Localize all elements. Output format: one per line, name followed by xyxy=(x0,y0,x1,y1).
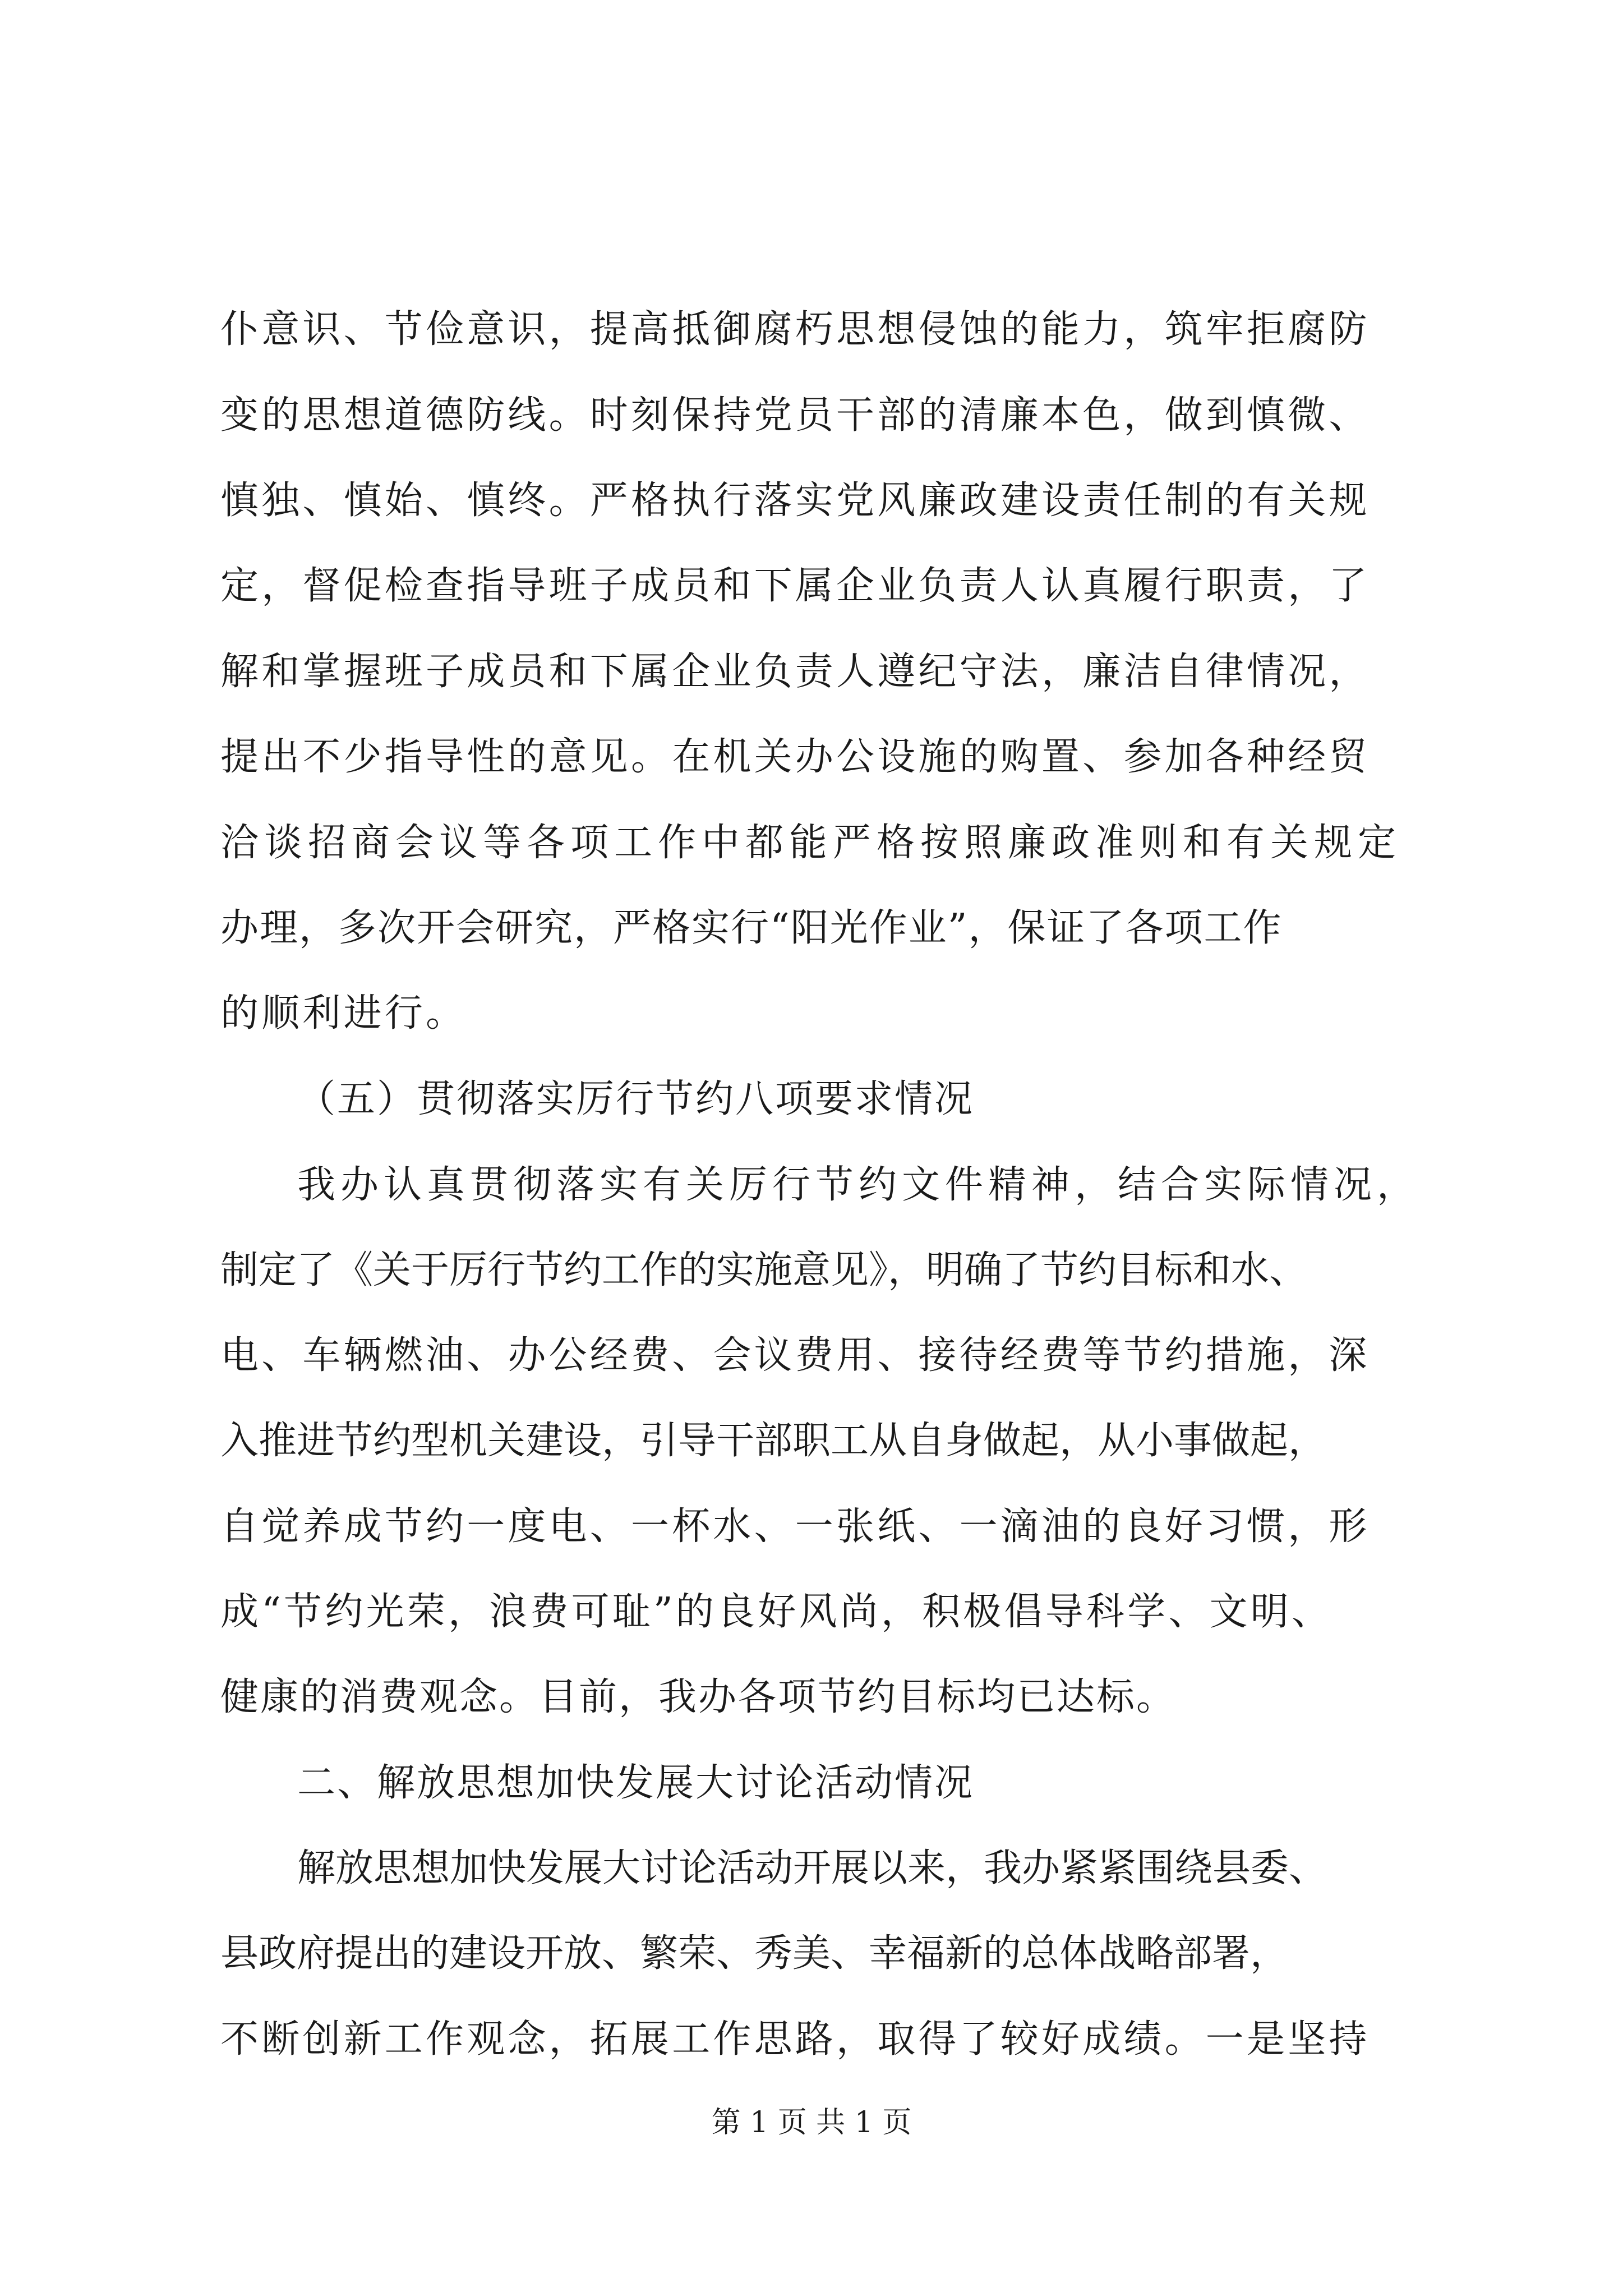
body-line: 提出不少指导性的意见。在机关办公设施的购置、参加各种经贸 xyxy=(220,735,1370,779)
body-line: 县政府提出的建设开放、繁荣、秀美、幸福新的总体战略部署， xyxy=(220,1931,1289,1976)
body-line: 办理，多次开会研究，严格实行“阳光作业”，保证了各项工作 xyxy=(220,906,1283,950)
body-line: 的顺利进行。 xyxy=(220,991,467,1036)
body-line: 变的思想道德防线。时刻保持党员干部的清廉本色，做到慎微、 xyxy=(220,393,1370,438)
body-line: 成“节约光荣，浪费可耻”的良好风尚，积极倡导科学、文明、 xyxy=(220,1590,1333,1634)
body-line: 仆意识、节俭意识，提高抵御腐朽思想侵蚀的能力，筑牢拒腐防 xyxy=(220,307,1370,352)
body-line: 不断创新工作观念，拓展工作思路，取得了较好成绩。一是坚持 xyxy=(220,2017,1370,2062)
section-heading: （五）贯彻落实厉行节约八项要求情况 xyxy=(297,1077,975,1121)
page-number: 第 1 页 共 1 页 xyxy=(711,2106,912,2139)
body-line: 定，督促检查指导班子成员和下属企业负责人认真履行职责，了 xyxy=(220,564,1370,608)
body-line: 入推进节约型机关建设，引导干部职工从自身做起，从小事做起， xyxy=(220,1419,1327,1463)
body-line: 健康的消费观念。目前，我办各项节约目标均已达标。 xyxy=(220,1675,1177,1719)
body-line: 电、车辆燃油、办公经费、会议费用、接待经费等节约措施，深 xyxy=(220,1333,1370,1378)
section-heading: 二、解放思想加快发展大讨论活动情况 xyxy=(297,1761,975,1805)
body-line: 自觉养成节约一度电、一杯水、一张纸、一滴油的良好习惯，形 xyxy=(220,1504,1370,1549)
body-line: 制定了《关于厉行节约工作的实施意见》，明确了节约目标和水、 xyxy=(220,1248,1308,1292)
body-line: 解和掌握班子成员和下属企业负责人遵纪守法，廉洁自律情况， xyxy=(220,650,1370,694)
body-line: 我办认真贯彻落实有关厉行节约文件精神，结合实际情况， xyxy=(297,1163,1421,1207)
body-line: 慎独、慎始、慎终。严格执行落实党风廉政建设责任制的有关规 xyxy=(220,478,1370,523)
body-line: 洽谈招商会议等各项工作中都能严格按照廉政准则和有关规定 xyxy=(220,821,1402,865)
body-line: 解放思想加快发展大讨论活动开展以来，我办紧紧围绕县委、 xyxy=(297,1846,1327,1890)
